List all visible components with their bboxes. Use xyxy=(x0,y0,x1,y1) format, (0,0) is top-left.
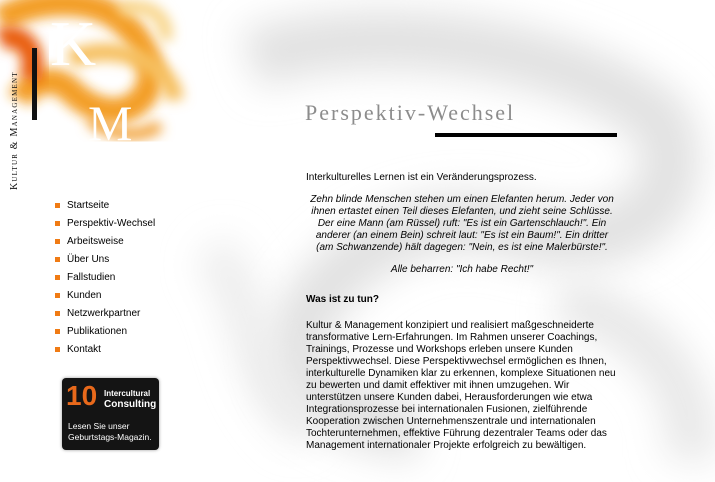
nav-label: Publikationen xyxy=(67,325,128,337)
main-content xyxy=(306,172,618,452)
bullet-icon xyxy=(55,203,60,208)
nav-item-kontakt[interactable] xyxy=(55,340,155,358)
bullet-icon xyxy=(55,221,60,226)
quote-conclusion: Alle beharren: "Ich habe Recht!" xyxy=(390,264,534,275)
title-rule xyxy=(435,133,617,137)
nav-item-perspektiv-wechsel[interactable] xyxy=(55,214,155,232)
badge-sub-line1: Lesen Sie unser xyxy=(68,421,130,431)
nav-label: Netzwerkpartner xyxy=(67,307,141,319)
nav-label: Kunden xyxy=(67,289,102,301)
logo-letter-k: K xyxy=(50,8,97,79)
nav-label: Fallstudien xyxy=(67,271,116,283)
bullet-icon xyxy=(55,275,60,280)
bullet-icon xyxy=(55,347,60,352)
bullet-icon xyxy=(55,239,60,244)
intro-text: Interkulturelles Lernen ist ein Veränderungsprozess. xyxy=(306,172,537,183)
nav-label: Arbeitsweise xyxy=(67,235,124,247)
logo-letter-m: M xyxy=(88,95,133,151)
nav-label: Über Uns xyxy=(67,253,110,265)
bullet-icon xyxy=(55,311,60,316)
bullet-icon xyxy=(55,257,60,262)
section-heading: Was ist zu tun? xyxy=(306,294,379,305)
nav-item-kunden[interactable] xyxy=(55,286,155,304)
logo[interactable] xyxy=(0,0,190,160)
badge-line1: Intercultural xyxy=(104,389,151,398)
bullet-icon xyxy=(55,293,60,298)
page-title: Perspektiv-Wechsel xyxy=(305,100,516,125)
nav-item-startseite[interactable] xyxy=(55,196,155,214)
nav-item-netzwerkpartner[interactable] xyxy=(55,304,155,322)
quote-text: Zehn blinde Menschen stehen um einen Elefanten herum. Jeder von ihnen ertastet einen Teil dieses Elefanten, und zieht seine Schlüsse. Der eine Mann (am Rüssel) ruft: "Es ist ein Gartenschlauch!". Ein anderer (an einem Bein) schreit laut: "Es ist ein Baum!". Ein dritter (am Schwanzende) hält dagegen: "Nein, es ist eine Malerbürste!". xyxy=(310,194,614,253)
nav-label: Perspektiv-Wechsel xyxy=(67,217,156,229)
logo-bar xyxy=(32,48,37,120)
badge-subtext xyxy=(68,421,152,443)
nav-item-arbeitsweise[interactable] xyxy=(55,232,155,250)
nav-label: Startseite xyxy=(67,199,110,211)
body-text: Kultur & Management konzipiert und realisiert maßgeschneiderte transformative Lern-Erfahrungen. Im Rahmen unserer Coachings, Trainings, Prozesse und Workshops erleben unsere Kunden Perspektivwechsel. Diese Perspektivwechsel ermöglichen es Ihnen, interkulturelle Dynamiken klar zu erkennen, komplexe Situationen neu zu bewerten und damit effektiver mit ihnen umzugehen. Wir unterstützen unsere Kunden dabei, Herausforderungen wie etwa Integrationsprozesse bei internationalen Fusionen, zielführende Kooperation zwischen Unternehmenszentrale und internationalen Tochterunternehmen, effektive Führung dezentraler Teams oder das Management internationaler Projekte erfolgreich zu bewältigen. xyxy=(306,320,616,451)
nav-item-publikationen[interactable] xyxy=(55,322,155,340)
badge-line2: Consulting xyxy=(104,399,157,410)
brand-vertical-text: Kultur & Management xyxy=(9,71,20,190)
bullet-icon xyxy=(55,329,60,334)
badge-number: 10 xyxy=(66,380,98,411)
anniversary-badge[interactable] xyxy=(62,378,159,450)
nav-item-ueber-uns[interactable] xyxy=(55,250,155,268)
main-nav xyxy=(55,196,155,358)
badge-sub-line2: Geburtstags-Magazin. xyxy=(68,432,152,442)
nav-label: Kontakt xyxy=(67,343,101,355)
nav-item-fallstudien[interactable] xyxy=(55,268,155,286)
